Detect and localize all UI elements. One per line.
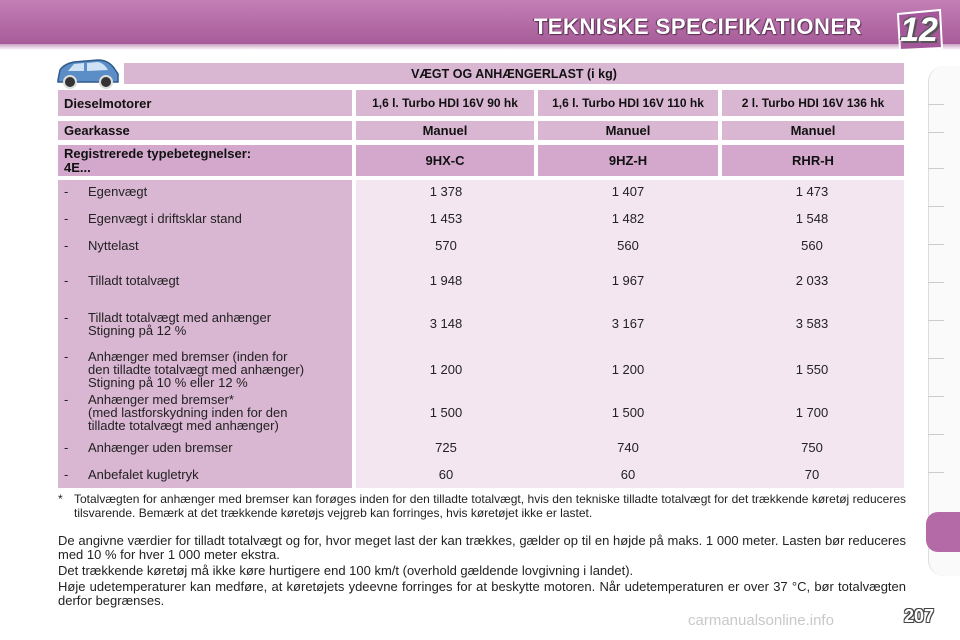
row-value: 2 033 xyxy=(795,273,829,288)
body-paragraph: Høje udetemperaturer kan medføre, at køretøjets ydeevne forringes for at beskytte motoren. Når udetemperaturen er over 37 °C, bør totalvægten derfor begrænses. xyxy=(58,579,906,608)
row-value: 740 xyxy=(617,440,639,455)
chapter-tab-divider xyxy=(928,320,944,321)
type-label xyxy=(58,145,352,176)
row-value: 1 473 xyxy=(795,184,829,199)
row-value: 1 200 xyxy=(611,362,645,377)
row-dash: - xyxy=(64,273,69,288)
chapter-tab-divider xyxy=(928,104,944,105)
chapter-badge-icon[interactable] xyxy=(892,8,946,52)
row-value: 1 967 xyxy=(611,273,645,288)
type-value: 9HZ-H xyxy=(538,145,718,176)
row-value: 725 xyxy=(435,440,457,455)
row-value: 1 500 xyxy=(611,405,645,420)
footnote-text: Totalvægten for anhænger med bremser kan forøges inden for den tilladte totalvægt, hvis den tekniske tilladte totalvægt for det trækkende køretøj reduceres tilsvarende. Bemærk at det trækkende køretøjs vejgreb kan forringes, hvis køretøjet ikke er lastet. xyxy=(74,492,906,520)
footnote xyxy=(58,492,906,520)
row-label: Tilladt totalvægt med anhænger xyxy=(88,310,272,325)
chapter-tab-strip xyxy=(928,66,960,576)
row-dash: - xyxy=(64,238,69,253)
body-paragraph: Det trækkende køretøj må ikke køre hurtigere end 100 km/t (overhold gældende lovgivning i landet). xyxy=(58,563,634,578)
row-label: den tilladte totalvægt med anhænger) xyxy=(88,362,305,377)
row-dash: - xyxy=(64,184,69,199)
body-paragraph: De angivne værdier for tilladt totalvægt og for, hvor meget last der kan trækkes, gælder op til en højde på maks. 1 000 meter. Lasten bør reduceres med 10 % for hver 1 000 meter ekstra. xyxy=(58,533,906,562)
row-value: 60 xyxy=(620,467,636,482)
row-dash: - xyxy=(64,440,69,455)
engine-header: 2 l. Turbo HDI 16V 136 hk xyxy=(722,90,904,116)
footnote-star: * xyxy=(58,492,63,506)
row-label: Egenvægt i driftsklar stand xyxy=(88,211,242,226)
row-dash: - xyxy=(64,310,69,325)
row-label: Anhænger med bremser (inden for xyxy=(88,349,288,364)
chapter-number: 12 xyxy=(900,11,938,49)
row-label: Anbefalet kugletryk xyxy=(88,467,199,482)
type-value: 9HX-C xyxy=(356,145,534,176)
type-label-line: Registrerede typebetegnelser: xyxy=(64,145,252,161)
chapter-tab-divider xyxy=(928,358,944,359)
row-value: 560 xyxy=(801,238,823,253)
table-title: VÆGT OG ANHÆNGERLAST (i kg) xyxy=(124,63,904,84)
header-shadow xyxy=(0,44,960,50)
car-icon xyxy=(54,56,122,90)
row-value: 1 500 xyxy=(429,405,463,420)
row-value: 1 378 xyxy=(429,184,463,199)
row-value: 1 200 xyxy=(429,362,463,377)
row-value: 750 xyxy=(801,440,823,455)
type-value: RHR-H xyxy=(722,145,904,176)
chapter-tab-divider xyxy=(928,396,944,397)
row-value: 1 482 xyxy=(611,211,645,226)
page-title: TEKNISKE SPECIFIKATIONER xyxy=(533,14,862,39)
row-value: 1 948 xyxy=(429,273,463,288)
engine-header: 1,6 l. Turbo HDI 16V 110 hk xyxy=(538,90,718,116)
row-value: 1 550 xyxy=(795,362,829,377)
page-number: 207 xyxy=(903,606,934,626)
gearbox-label: Gearkasse xyxy=(58,121,352,140)
gearbox-value: Manuel xyxy=(722,121,904,140)
row-label: Nyttelast xyxy=(88,238,139,253)
row-value: 1 453 xyxy=(429,211,463,226)
row-dash: - xyxy=(64,467,69,482)
row-value: 3 167 xyxy=(611,316,645,331)
chapter-tab-divider xyxy=(928,244,944,245)
chapter-tab-divider xyxy=(928,206,944,207)
row-label: Stigning på 10 % eller 12 % xyxy=(88,375,248,390)
type-label-line: 4E... xyxy=(64,159,91,175)
chapter-tab-divider xyxy=(928,472,944,473)
chapter-tab-divider xyxy=(928,282,944,283)
chapter-tab-divider xyxy=(928,434,944,435)
chapter-tab-divider xyxy=(928,132,944,133)
engine-label: Dieselmotorer xyxy=(58,90,352,116)
row-value: 1 548 xyxy=(795,211,829,226)
row-value: 1 700 xyxy=(795,405,829,420)
row-label: Anhænger uden bremser xyxy=(88,440,233,455)
row-label: Tilladt totalvægt xyxy=(88,273,180,288)
gearbox-value: Manuel xyxy=(538,121,718,140)
row-value: 70 xyxy=(804,467,820,482)
row-label: tilladte totalvægt med anhænger) xyxy=(88,418,279,433)
row-label: Egenvægt xyxy=(88,184,148,199)
gearbox-value: Manuel xyxy=(356,121,534,140)
row-dash: - xyxy=(64,211,69,226)
row-label: (med lastforskydning inden for den xyxy=(88,405,288,420)
row-dash: - xyxy=(64,392,69,407)
chapter-tab-active[interactable] xyxy=(926,512,960,552)
row-dash: - xyxy=(64,349,69,364)
watermark: carmanualsonline.info xyxy=(688,612,834,629)
row-label: Stigning på 12 % xyxy=(88,323,187,338)
row-value: 570 xyxy=(435,238,457,253)
row-label: Anhænger med bremser* xyxy=(88,392,234,407)
engine-header: 1,6 l. Turbo HDI 16V 90 hk xyxy=(356,90,534,116)
row-value: 3 583 xyxy=(795,316,829,331)
row-value: 60 xyxy=(438,467,454,482)
chapter-tab-divider xyxy=(928,168,944,169)
row-value: 560 xyxy=(617,238,639,253)
row-value: 1 407 xyxy=(611,184,645,199)
row-value: 3 148 xyxy=(429,316,463,331)
